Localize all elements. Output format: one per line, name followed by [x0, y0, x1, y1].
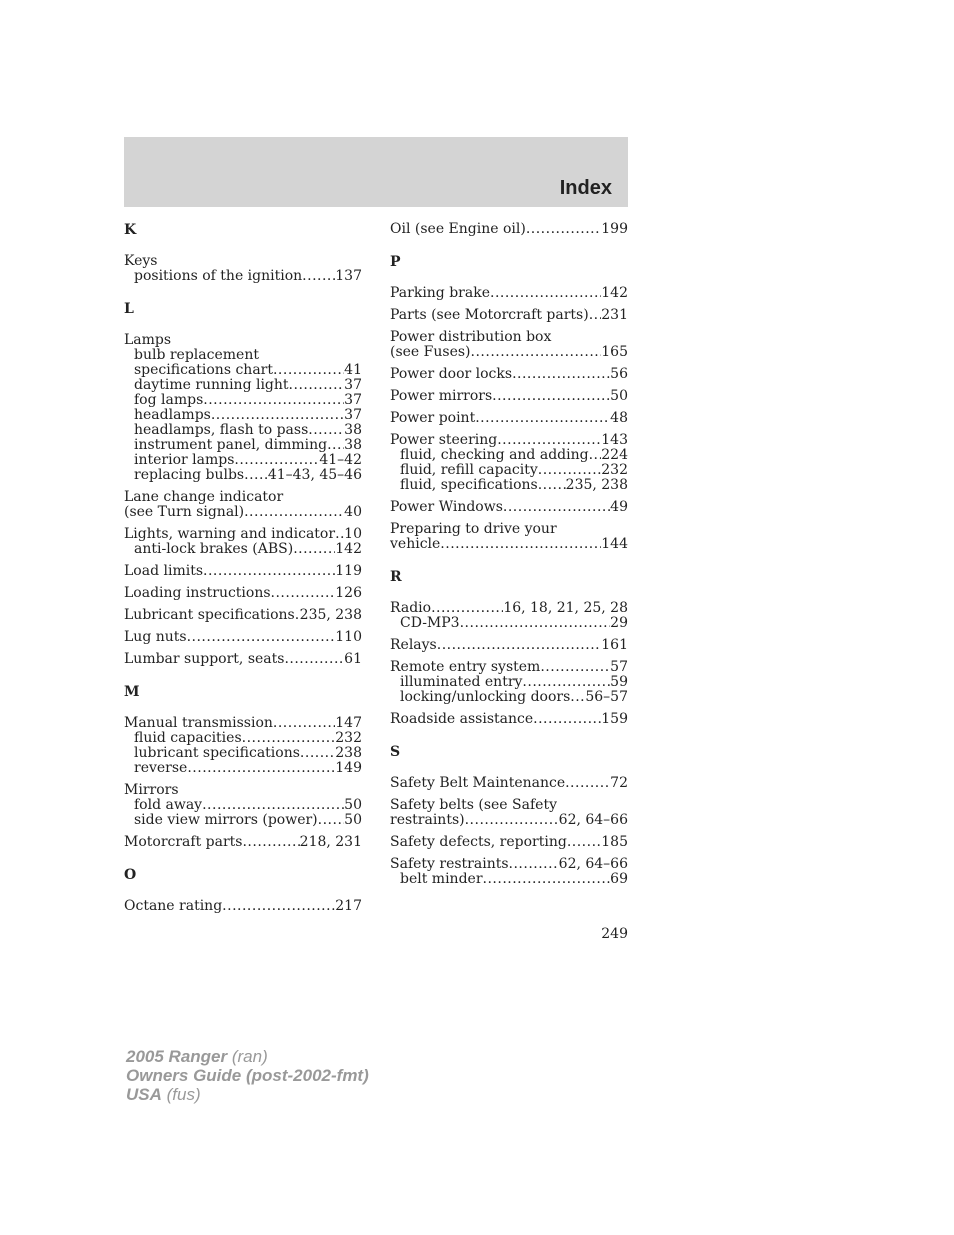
index-entry	[390, 776, 628, 791]
dot-leader	[540, 660, 610, 675]
index-term-line	[390, 712, 628, 727]
index-subentry	[124, 408, 362, 423]
entry-page-ref: 37	[344, 377, 362, 393]
entry-term: headlamps, flash to pass	[134, 422, 309, 438]
entry-term: Lug nuts	[124, 629, 187, 645]
entry-term: Safety belts (see Safety	[390, 797, 557, 813]
index-entry	[390, 500, 628, 515]
dot-leader	[211, 408, 344, 423]
entry-page-ref: 72	[610, 775, 628, 791]
entry-term: Roadside assistance	[390, 711, 534, 727]
dot-leader	[187, 761, 335, 776]
entry-term: positions of the ignition	[134, 268, 303, 284]
dot-leader	[242, 731, 336, 746]
dot-leader	[284, 652, 344, 667]
entry-page-ref: 165	[601, 344, 628, 360]
index-subentry	[390, 478, 628, 493]
entry-term: locking/unlocking doors	[400, 689, 571, 705]
entry-page-ref: 50	[344, 797, 362, 813]
entry-term: Parking brake	[390, 285, 490, 301]
dot-leader	[460, 616, 611, 631]
entry-term: vehicle	[390, 536, 441, 552]
dot-leader	[538, 478, 566, 493]
dot-leader	[567, 835, 601, 850]
index-entry	[124, 333, 362, 483]
entry-term: fluid, specifications	[400, 477, 538, 493]
dot-leader	[522, 675, 610, 690]
entry-page-ref: 41	[344, 362, 362, 378]
entry-page-ref: 232	[601, 462, 628, 478]
index-subentry	[124, 813, 362, 828]
index-subentry	[124, 378, 362, 393]
entry-page-ref: 37	[344, 407, 362, 423]
entry-term: interior lamps	[134, 452, 235, 468]
entry-page-ref: 62, 64–66	[558, 856, 628, 872]
entry-page-ref: 235, 238	[565, 477, 628, 493]
index-letter-heading: S	[390, 744, 401, 760]
entry-term: Remote entry system	[390, 659, 541, 675]
dot-leader	[490, 286, 601, 301]
dot-leader	[509, 857, 559, 872]
index-entry	[390, 857, 628, 887]
entry-page-ref: 217	[335, 898, 362, 914]
index-term-line	[390, 776, 628, 791]
dot-leader	[302, 269, 335, 284]
index-entry	[390, 389, 628, 404]
index-term-line	[390, 537, 628, 552]
index-subentry	[124, 731, 362, 746]
index-subentry	[390, 690, 628, 705]
footer-line-model	[126, 1047, 369, 1066]
entry-page-ref: 142	[335, 541, 362, 557]
index-subentry	[124, 468, 362, 483]
index-term-line	[124, 527, 362, 542]
entry-term: lubricant specifications	[134, 745, 300, 761]
entry-term: Safety defects, reporting	[390, 834, 567, 850]
entry-term: side view mirrors (power)	[134, 812, 318, 828]
index-subentry	[124, 746, 362, 761]
entry-term: Lights, warning and indicator	[124, 526, 336, 542]
entry-page-ref: 61	[344, 651, 362, 667]
index-term-line	[390, 798, 628, 813]
entry-page-ref: 57	[610, 659, 628, 675]
entry-page-ref: 232	[335, 730, 362, 746]
index-term-line	[124, 586, 362, 601]
index-term-line	[124, 505, 362, 520]
entry-page-ref: 50	[344, 812, 362, 828]
index-entry	[390, 660, 628, 705]
dot-leader	[242, 835, 299, 850]
entry-page-ref: 218, 231	[299, 834, 362, 850]
entry-page-ref: 62, 64–66	[558, 812, 628, 828]
index-subentry	[390, 675, 628, 690]
page-title: Index	[559, 177, 612, 199]
dot-leader	[222, 899, 335, 914]
entry-term: fold away	[134, 797, 203, 813]
index-entry	[124, 564, 362, 579]
footer-model: 2005 Ranger	[126, 1047, 228, 1066]
entry-term: Parts (see Motorcraft parts)	[390, 307, 589, 323]
index-entry	[124, 490, 362, 520]
index-term-line	[390, 330, 628, 345]
entry-term: fluid capacities	[134, 730, 242, 746]
index-subentry	[124, 761, 362, 776]
index-term-line	[390, 433, 628, 448]
index-term-line	[390, 813, 628, 828]
entry-term: Lumbar support, seats	[124, 651, 285, 667]
index-term-line	[124, 716, 362, 731]
index-entry	[390, 712, 628, 727]
index-letter-heading: R	[390, 569, 402, 585]
entry-term: Power mirrors	[390, 388, 493, 404]
entry-page-ref: 224	[601, 447, 628, 463]
entry-term: Lamps	[124, 332, 172, 348]
index-term-line	[390, 500, 628, 515]
index-subentry	[124, 453, 362, 468]
index-entry	[124, 716, 362, 776]
index-entry	[124, 652, 362, 667]
index-term-line	[390, 286, 628, 301]
index-term-line	[390, 222, 628, 237]
index-entry	[124, 527, 362, 557]
footer-model-code: (ran)	[227, 1047, 268, 1066]
dot-leader	[565, 776, 610, 791]
dot-leader	[475, 411, 610, 426]
dot-leader	[471, 345, 602, 360]
index-entry	[124, 899, 362, 914]
entry-page-ref: 161	[601, 637, 628, 653]
index-subentry	[124, 798, 362, 813]
index-term-line	[390, 367, 628, 382]
index-term-line	[390, 308, 628, 323]
index-entry	[390, 308, 628, 323]
entry-term: Lane change indicator	[124, 489, 284, 505]
entry-page-ref: 56–57	[585, 689, 628, 705]
entry-term: Octane rating	[124, 898, 223, 914]
entry-page-ref: 69	[610, 871, 628, 887]
index-letter-heading: O	[124, 867, 137, 883]
entry-page-ref: 231	[601, 307, 628, 323]
entry-term: Loading instructions	[124, 585, 271, 601]
index-subentry	[124, 348, 362, 363]
index-term-line	[390, 857, 628, 872]
dot-leader	[300, 746, 335, 761]
dot-leader	[293, 542, 335, 557]
entry-term: fog lamps	[134, 392, 204, 408]
index-subentry	[390, 448, 628, 463]
index-entry	[390, 222, 628, 237]
dot-leader	[244, 505, 344, 520]
dot-leader	[512, 367, 610, 382]
index-term-line	[124, 490, 362, 505]
dot-leader	[335, 527, 344, 542]
index-subentry	[124, 393, 362, 408]
dot-leader	[533, 712, 601, 727]
index-subentry	[124, 269, 362, 284]
index-term-line	[390, 601, 628, 616]
entry-term: specifications chart	[134, 362, 273, 378]
entry-page-ref: 41–42	[319, 452, 362, 468]
entry-term: illuminated entry	[400, 674, 523, 690]
entry-term: replacing bulbs	[134, 467, 245, 483]
index-term-line	[390, 345, 628, 360]
dot-leader	[492, 389, 610, 404]
entry-page-ref: 38	[344, 422, 362, 438]
index-entry	[390, 367, 628, 382]
entry-term: Power steering	[390, 432, 498, 448]
entry-page-ref: 38	[344, 437, 362, 453]
index-letter-heading: L	[124, 301, 134, 317]
index-entry	[124, 835, 362, 850]
entry-term: Power Windows	[390, 499, 503, 515]
entry-term: Relays	[390, 637, 437, 653]
entry-page-ref: 144	[601, 536, 628, 552]
entry-term: Keys	[124, 253, 158, 269]
entry-page-ref: 185	[601, 834, 628, 850]
index-subentry	[390, 463, 628, 478]
index-subentry	[124, 363, 362, 378]
entry-page-ref: 159	[601, 711, 628, 727]
index-term-line	[390, 522, 628, 537]
dot-leader	[497, 433, 601, 448]
dot-leader	[431, 601, 503, 616]
entry-page-ref: 110	[335, 629, 362, 645]
entry-term: (see Turn signal)	[124, 504, 245, 520]
entry-term: (see Fuses)	[390, 344, 471, 360]
dot-leader	[440, 537, 601, 552]
entry-term: anti-lock brakes (ABS)	[134, 541, 294, 557]
entry-term: restraints)	[390, 812, 465, 828]
entry-term: instrument panel, dimming	[134, 437, 328, 453]
index-term-line	[124, 899, 362, 914]
entry-term: Mirrors	[124, 782, 179, 798]
entry-term: Load limits	[124, 563, 204, 579]
index-entry	[390, 601, 628, 631]
dot-leader	[234, 453, 319, 468]
dot-leader	[589, 308, 602, 323]
index-letter-heading: P	[390, 254, 401, 270]
footer	[126, 1047, 369, 1104]
index-term-line	[390, 835, 628, 850]
entry-page-ref: 126	[335, 585, 362, 601]
entry-term: Power point	[390, 410, 476, 426]
dot-leader	[318, 813, 345, 828]
entry-page-ref: 59	[610, 674, 628, 690]
footer-market-code: (fus)	[161, 1085, 201, 1104]
entry-term: belt minder	[400, 871, 483, 887]
entry-page-ref: 16, 18, 21, 25, 28	[503, 600, 628, 616]
entry-term: Preparing to drive your	[390, 521, 557, 537]
dot-leader	[327, 438, 344, 453]
entry-term: bulb replacement	[134, 347, 259, 363]
index-term-line	[124, 652, 362, 667]
entry-term: reverse	[134, 760, 188, 776]
entry-term: Power door locks	[390, 366, 513, 382]
index-entry	[390, 835, 628, 850]
index-letter-heading: M	[124, 684, 140, 700]
entry-term: Manual transmission	[124, 715, 273, 731]
dot-leader	[202, 798, 344, 813]
entry-page-ref: 149	[335, 760, 362, 776]
index-entry	[390, 286, 628, 301]
dot-leader	[437, 638, 602, 653]
index-column-right	[390, 222, 628, 887]
entry-page-ref: 142	[601, 285, 628, 301]
dot-leader	[273, 716, 335, 731]
entry-term: daytime running light	[134, 377, 289, 393]
entry-term: headlamps	[134, 407, 211, 423]
entry-term: Power distribution box	[390, 329, 552, 345]
header-bar	[124, 137, 628, 207]
index-subentry	[124, 423, 362, 438]
dot-leader	[203, 564, 335, 579]
index-subentry	[390, 616, 628, 631]
dot-leader	[589, 448, 602, 463]
entry-page-ref: 29	[610, 615, 628, 631]
index-term-line	[124, 254, 362, 269]
entry-page-ref: 50	[610, 388, 628, 404]
entry-page-ref: 10	[344, 526, 362, 542]
index-entry	[390, 330, 628, 360]
index-entry	[390, 798, 628, 828]
dot-leader	[483, 872, 611, 887]
dot-leader	[203, 393, 344, 408]
entry-page-ref: 199	[601, 221, 628, 237]
index-subentry	[124, 542, 362, 557]
index-term-line	[124, 564, 362, 579]
dot-leader	[289, 378, 345, 393]
entry-page-ref: 37	[344, 392, 362, 408]
entry-page-ref: 137	[335, 268, 362, 284]
index-subentry	[124, 438, 362, 453]
dot-leader	[187, 630, 336, 645]
dot-leader	[244, 468, 268, 483]
index-term-line	[390, 389, 628, 404]
index-letter-heading: K	[124, 222, 137, 238]
entry-term: Motorcraft parts	[124, 834, 243, 850]
entry-term: Lubricant specifications	[124, 607, 295, 623]
index-entry	[390, 522, 628, 552]
index-entry	[124, 586, 362, 601]
index-term-line	[124, 783, 362, 798]
index-term-line	[390, 638, 628, 653]
dot-leader	[273, 363, 344, 378]
dot-leader	[465, 813, 559, 828]
dot-leader	[570, 690, 585, 705]
entry-page-ref: 49	[610, 499, 628, 515]
entry-term: fluid, checking and adding	[400, 447, 589, 463]
entry-term: fluid, refill capacity	[400, 462, 538, 478]
footer-line-guide	[126, 1066, 369, 1085]
entry-term: Safety restraints	[390, 856, 509, 872]
dot-leader	[503, 500, 610, 515]
dot-leader	[271, 586, 336, 601]
index-entry	[390, 411, 628, 426]
dot-leader	[308, 423, 344, 438]
footer-market: USA	[126, 1085, 162, 1104]
page-number: 249	[601, 926, 628, 942]
index-column-left	[124, 222, 362, 914]
entry-page-ref: 48	[610, 410, 628, 426]
index-subentry	[390, 872, 628, 887]
dot-leader	[526, 222, 601, 237]
index-entry	[390, 433, 628, 493]
entry-page-ref: 147	[335, 715, 362, 731]
index-term-line	[124, 333, 362, 348]
entry-term: CD-MP3	[400, 615, 460, 631]
index-entry	[390, 638, 628, 653]
entry-term: Safety Belt Maintenance	[390, 775, 566, 791]
entry-page-ref: 238	[335, 745, 362, 761]
entry-page-ref: 41–43, 45–46	[267, 467, 362, 483]
dot-leader	[538, 463, 602, 478]
entry-term: Radio	[390, 600, 432, 616]
index-term-line	[124, 835, 362, 850]
index-term-line	[124, 608, 362, 623]
index-entry	[124, 630, 362, 645]
footer-guide: Owners Guide (post-2002-fmt)	[126, 1066, 369, 1085]
index-entry	[124, 254, 362, 284]
entry-page-ref: 40	[344, 504, 362, 520]
index-entry	[124, 783, 362, 828]
entry-page-ref: 56	[610, 366, 628, 382]
entry-page-ref: 235, 238	[299, 607, 362, 623]
index-term-line	[124, 630, 362, 645]
entry-term: Oil (see Engine oil)	[390, 221, 526, 237]
entry-page-ref: 143	[601, 432, 628, 448]
index-term-line	[390, 411, 628, 426]
index-entry	[124, 608, 362, 623]
entry-page-ref: 119	[335, 563, 362, 579]
footer-line-market	[126, 1085, 369, 1104]
index-term-line	[390, 660, 628, 675]
